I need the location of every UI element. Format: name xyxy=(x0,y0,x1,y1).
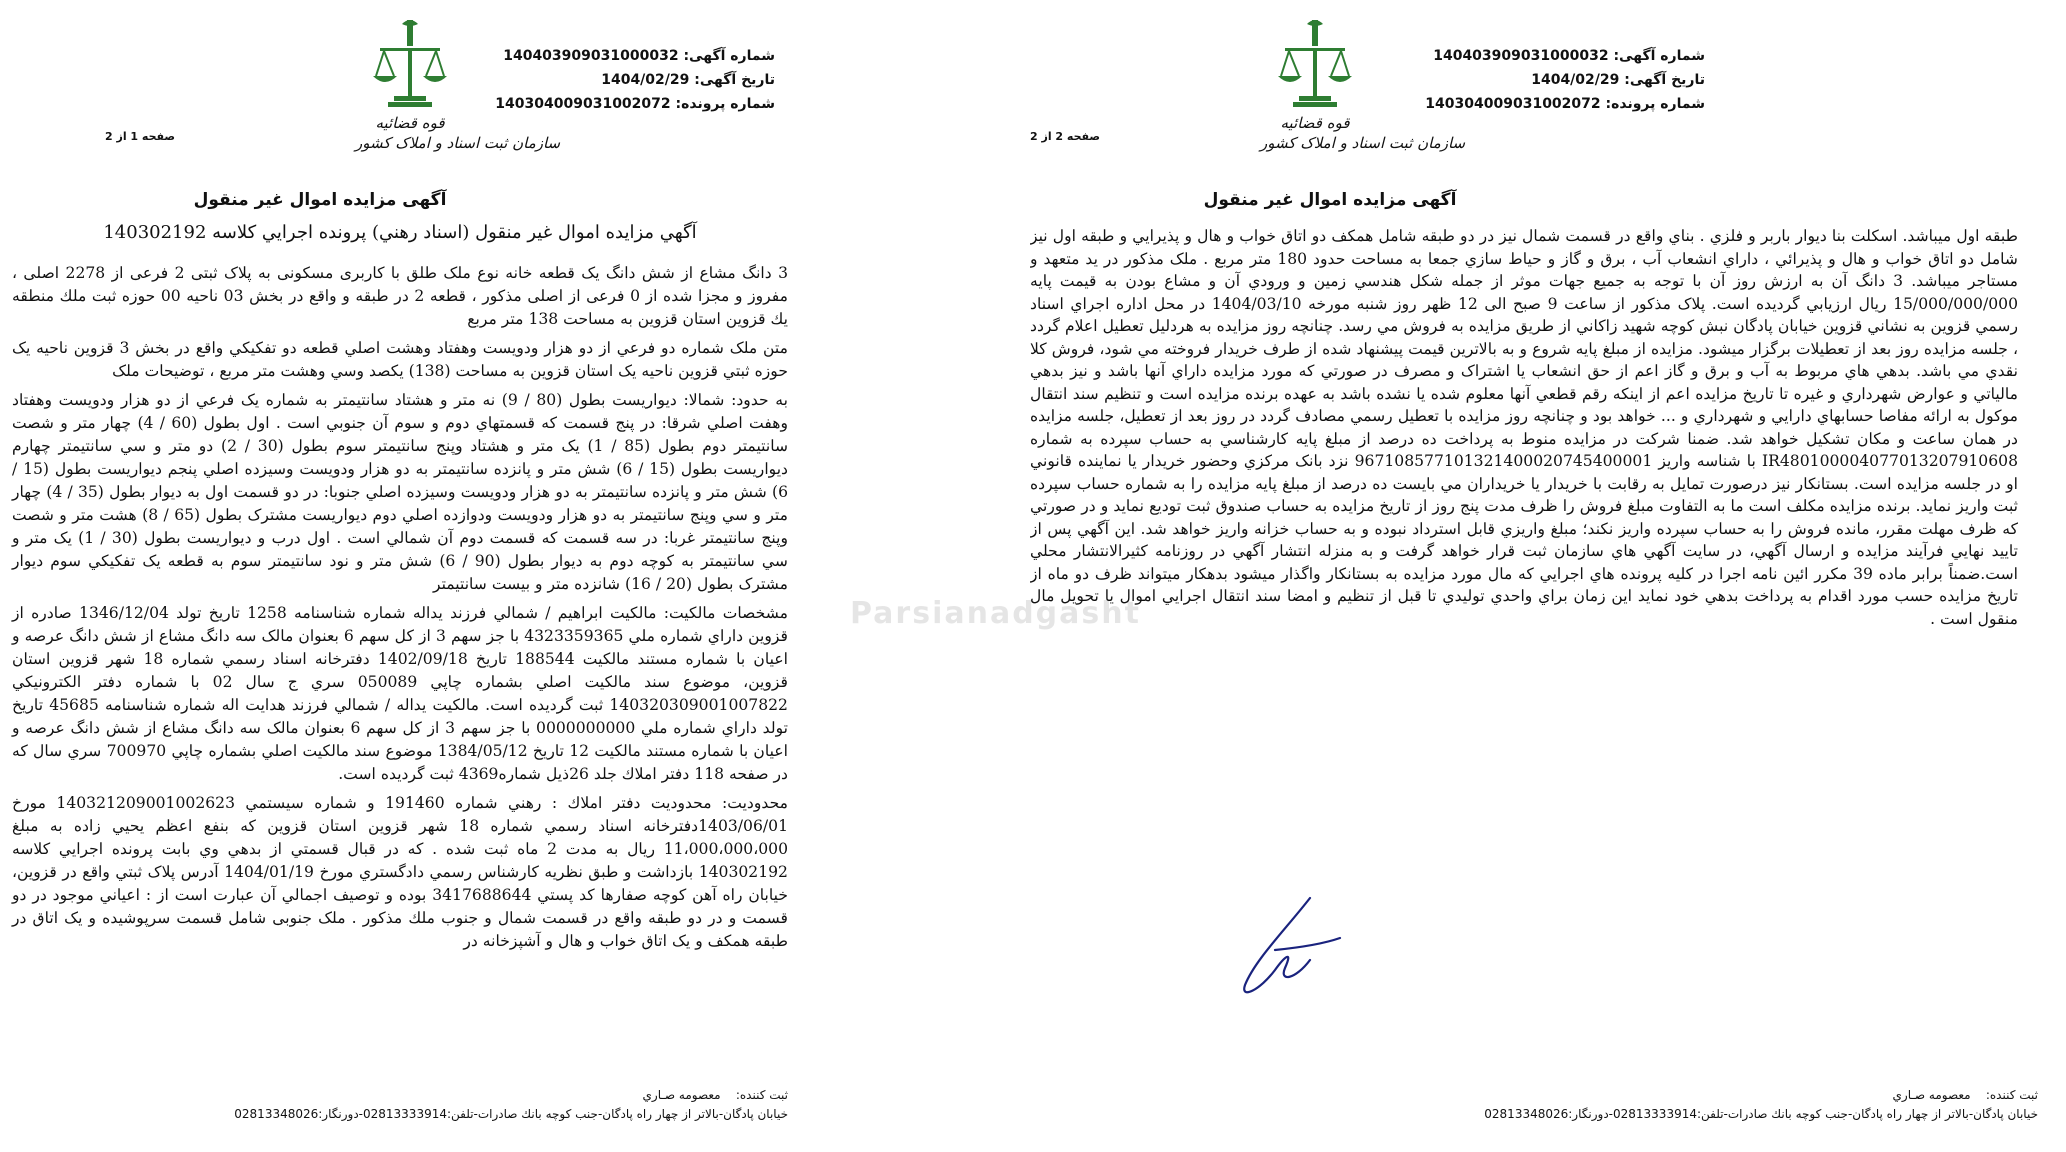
paragraph-boundaries: به حدود: شمالا: ديواريست بطول (80 / 9) نه متر و هشتاد سانتيمتر به شماره يک فرعي از دو هزار ودويست وهفتاد وهفت اصلي شرقا: در پنج قسمت که قسمتهاي دوم و سوم آن جنوبي است . اول بطول (60 / 4) چهار متر و شصت سانتيمتر دوم بطول (85 / 1) يک متر و هشتاد وپنج سانتيمتر سوم بطول (30 / 2) دو متر و سي سانتيمتر چهارم ديواريست بطول (15 / 6) شش متر و پانزده سانتيمتر به دو هزار ودويست وسيزده اصلي پنجم ديواريست بطول (15 / 6) شش متر و پانزده سانتيمتر به دو هزار ودويست وسيزده اصلي جنوبا: در دو قسمت اول به ديوار بطول (35 / 4) چهار متر و سي وپنج سانتيمتر به دو هزار ودويست ودوازده اصلي دوم ديواريست مشترک بطول (65 / 8) هشت متر و شصت وپنج سانتيمتر غربا: در سه قسمت که قسمت دوم آن شمالي است . اول درب و ديواريست بطول (30 / 1) يک متر و سي سانتيمتر به کوچه دوم به ديوار بطول (90 / 6) شش متر و نود سانتيمتر سوم به قطعه يک تفکيکي سوم ديوار مشترک بطول (20 / 16) شانزده متر و بيست سانتيمتر xyxy=(12,391,789,593)
registrar-name: معصومه صـاري xyxy=(1892,1088,1971,1102)
judiciary-emblem xyxy=(355,18,561,152)
document-subtitle: آگهي مزايده اموال غير منقول (اسناد رهني) پرونده اجرايي كلاسه 140302192 xyxy=(103,222,697,243)
registrar-label: ثبت كننده: xyxy=(1985,1088,2038,1102)
ad-meta xyxy=(1425,44,1705,116)
ad-date-row xyxy=(1425,68,1705,92)
ad-date-label: تاریخ آگهی: xyxy=(1624,72,1705,88)
scales-of-justice-icon xyxy=(1275,18,1355,113)
document-title: آگهی مزایده اموال غیر منقول xyxy=(1203,190,1457,210)
judiciary-name: قوه قضائیه xyxy=(1280,114,1350,132)
registrar xyxy=(1484,1086,2038,1105)
page-header xyxy=(0,0,1020,180)
file-number-label: شماره پرونده: xyxy=(1605,96,1705,112)
paragraph-ownership: مشخصات مالکیت: مالکيت ابراهيم / شمالي فرزند يداله شماره شناسنامه 1258 تاريخ تولد 1346/12/04 صادره از قزوين داراي شماره ملي 4323359365 با جز سهم 3 از کل سهم 6 بعنوان مالک سه دانگ مشاع از شش دانگ عرصه و اعيان با شماره مستند مالکيت 188544 تاريخ 1402/09/18 دفترخانه اسناد رسمي شماره 18 شهر قزوين استان قزوين، موضوع سند مالكيت اصلي بشماره چاپي 050089 سري ج سال 02 با شماره دفتر الكترونيكي 140320309001007822 ثبت گرديده است. مالكيت يداله / شمالي فرزند هدايت اله شماره شناسنامه 45685 تاريخ تولد داراي شماره ملي 0000000000 با جز سهم 3 از کل سهم 6 بعنوان مالک سه دانگ مشاع از شش دانگ عرصه و اعيان با شماره مستند مالكيت 12 تاريخ 1384/05/12 موضوع سند مالكيت اصلي بشماره چاپي 700970 سري سال كه در صفحه 118 دفتر املاك جلد 26ذيل شماره4369 ثبت گرديده است. xyxy=(12,604,789,783)
org-name: سازمان ثبت اسناد و املاک کشور xyxy=(355,134,561,152)
registrar-name: معصومه صـاري xyxy=(642,1088,721,1102)
page-header xyxy=(1030,0,2050,180)
page-footer xyxy=(234,1086,788,1124)
org-name: سازمان ثبت اسناد و املاک کشور xyxy=(1260,134,1466,152)
page-indicator: صفحه 2 از 2 xyxy=(1030,130,1101,143)
paragraph-auction-terms: طبقه اول ميباشد. اسكلت بنا ديوار باربر و فلزي . بناي واقع در قسمت شمال نيز در دو طبقه شامل همکف دو اتاق خواب و هال و پذيرايي و طبقه اول نيز شامل دو اتاق خواب و هال و پذيرائي ، داراي انشعاب آب ، برق و گاز و حياط سازي جمعا به مساحت حدود 180 متر مربع . ملک مذکور در يد متعهد و مستاجر ميباشد. 3 دانگ آن به ارزش روز آن با توجه به جميع جهات موثر از جمله شکل هندسي زمين و ورودي آن و مشاع بودن به قيمت پايه 15/000/000/000 ريال ارزيابي گرديده است. پلاک مذکور از ساعت 9 صبح الی 12 ظهر روز شنبه مورخه 1404/03/10 در محل اداره اجراي اسناد رسمي قزوين به نشاني قزوين خيابان پادگان نبش کوچه شهيد زاکاني از طريق مزايده به فروش مي رسد. چنانچه روز مزايده به هردليل تعطيل اعلام گردد ، جلسه مزايده روز بعد از تعطيلات برگزار ميشود. مزايده از مبلغ پايه شروع و به بالاترين قيمت پيشنهاد شده از طرف خريدار فروخته مي شود، فروش کلا نقدي مي باشد. بدهي هاي مربوط به آب و برق و گاز اعم از حق انشعاب يا اشتراک و مصرف در صورتي که مورد مزايده داراي آنها باشد و نيز بدهي مالياتي و عوارض شهرداري و غيره تا تاريخ مزايده اعم از اينکه رقم قطعي آنها معلوم شده يا نشده باشد به عهده برنده مزايده است و تنظيم سند انتقال موکول به ارائه مفاصا حسابهاي دارايي و شهرداري و ... خواهد بود و چنانچه روز مزايده با تعطيل رسمي مصادف گردد در روز بعد از تعطيل، جلسه مزايده در همان ساعت و مکان تشکيل خواهد شد. ضمنا شرکت در مزايده منوط به پرداخت ده درصد از مبلغ پايه کارشناسي به حساب سپرده به شماره IR480100004077013207910608 با شناسه واريز 967108577101321400020745400001 نزد بانک مرکزي وحضور خريدار يا نماينده قانوني او در جلسه مزايده است. بستانكار نيز درصورت تمايل به رقابت با خريدار يا خريداران مي بايست ده درصد از مبلغ پايه مزايده را به شماره حساب سپرده ثبت واريز نمايد. برنده مزايده مكلف است ما به التفاوت مبلغ فروش را ظرف مدت پنج روز از تاريخ مزايده به حساب صندوق ثبت توديع نمايد و در صورتي كه ظرف مهلت مقرر، مانده فروش را به حساب سپرده واريز نكند؛ مبلغ واريزي قابل استرداد نبوده و به حساب خزانه واريز خواهد شد. اين آگهي پس از تاييد نهايي فرآيند مزايده و ارسال آگهي، در سايت آگهي هاي سازمان ثبت قرار خواهد گرفت و به منزله انتشار آگهي در روزنامه كثيرالانتشار محلي است.ضمناً برابر ماده 39 مكرر ائين نامه اجرا در كليه پرونده هاي اجرايي كه مال مورد مزايده به بستانكار واگذار ميشود بدهكار ميتواند ظرف دو ماه از تاريخ مزايده حسب مورد اقدام به پرداخت بدهي خود نمايد اين زمان براي واحدي توليدي تا قبل از تنظيم و امضا سند انتقال اجرايي اموال يا تحويل مال منقول است . xyxy=(1030,227,2018,628)
watermark: Parsianadgasht xyxy=(850,596,1141,631)
registrar xyxy=(234,1086,788,1105)
file-number: 140304009031002072 xyxy=(1425,96,1601,112)
ad-date: 1404/02/29 xyxy=(601,72,690,88)
paragraph-property: 3 دانگ مشاع از شش دانگ یک قطعه خانه نوع ملک طلق با کاربری مسکونی به پلاک ثبتی 2 فرعی از 2278 اصلی ، مفروز و مجزا شده از 0 فرعی از اصلی مذکور ، قطعه 2 در طبقه و واقع در بخش 03 ناحیه 00 حوزه ثبت ملك منطقه يك قزوين استان قزوین به مساحت 138 متر مربع xyxy=(12,264,789,328)
office-address: خيابان پادگان-بالاتر از چهار راه پادگان-جنب کوچه بانك صادرات-تلفن:02813333914-دورنگار:02813348026 xyxy=(1484,1107,2038,1121)
paragraph-description: متن ملک شماره دو فرعي از دو هزار ودويست وهفتاد وهشت اصلي قطعه دو تفكيكي واقع در بخش 3 قزوين ناحيه يک حوزه ثبتي قزوين ناحيه يک استان قزوين به مساحت (138) يكصد وسي وهشت متر مربع ، توضيحات ملک xyxy=(12,339,788,380)
scales-of-justice-icon xyxy=(370,18,450,113)
ad-number-row xyxy=(1425,44,1705,68)
ad-date: 1404/02/29 xyxy=(1531,72,1620,88)
judiciary-emblem xyxy=(1260,18,1466,152)
office-address: خيابان پادگان-بالاتر از چهار راه پادگان-جنب کوچه بانك صادرات-تلفن:02813333914-دورنگار:02813348026 xyxy=(234,1107,788,1121)
file-number: 140304009031002072 xyxy=(495,96,671,112)
registrar-label: ثبت كننده: xyxy=(735,1088,788,1102)
ad-meta xyxy=(495,44,775,116)
judiciary-name: قوه قضائیه xyxy=(375,114,445,132)
file-number-row xyxy=(495,92,775,116)
page-2 xyxy=(1030,0,2050,1152)
ad-date-label: تاریخ آگهی: xyxy=(694,72,775,88)
document-title: آگهی مزایده اموال غیر منقول xyxy=(193,190,447,210)
file-number-label: شماره پرونده: xyxy=(675,96,775,112)
ad-number-label: شماره آگهی: xyxy=(1613,48,1705,64)
ad-date-row xyxy=(495,68,775,92)
document-body xyxy=(1030,225,2018,636)
page-1 xyxy=(0,0,1020,1152)
signature-icon xyxy=(1215,890,1355,1010)
ad-number-row xyxy=(495,44,775,68)
ad-number-label: شماره آگهی: xyxy=(683,48,775,64)
document-body xyxy=(12,262,788,959)
file-number-row xyxy=(1425,92,1705,116)
ad-number: 140403909031000032 xyxy=(503,48,679,64)
paragraph-restrictions: محدوديت: محدوديت دفتر املاك : رهني شماره 191460 و شماره سيستمي 140321209001002623 مورخ 1403/06/01دفترخانه اسناد رسمي شماره 18 شهر قزوين استان قزوين که بنفع اعظم يحيي زاده به مبلغ 11،000،000،000 ريال به مدت 2 ماه ثبت شده . که در قبال قسمتي از بدهي وي بابت پرونده اجرايي كلاسه 140302192 بازداشت و طبق نظريه كارشناس رسمي دادگستري مورخ 1404/01/19 آدرس پلاک ثبتي واقع در قزوين، خيابان راه آهن کوچه صفارها کد پستي 3417688644 بوده و توصيف اجمالي آن عبارت است از : اعياني موجود در دو قسمت و در دو طبقه واقع در قسمت شمال و جنوب ملك مذكور . ملک جنوبی شامل قسمت سرپوشيده و يک اتاق در طبقه همكف و يک اتاق خواب و هال و آشپزخانه در xyxy=(12,794,788,950)
page-indicator: صفحه 1 از 2 xyxy=(105,130,176,143)
page-footer xyxy=(1484,1086,2038,1124)
ad-number: 140403909031000032 xyxy=(1433,48,1609,64)
